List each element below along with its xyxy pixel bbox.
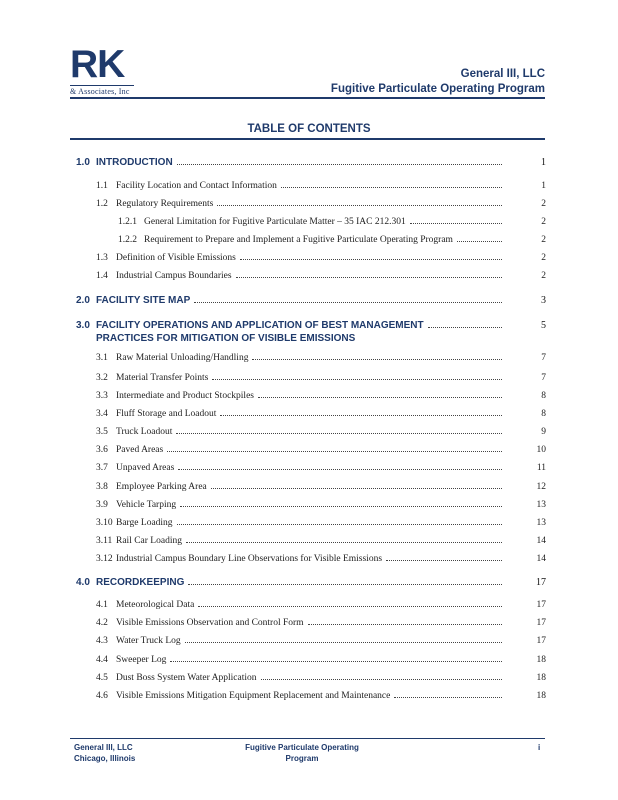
toc-entry-label: INTRODUCTION [96, 157, 173, 168]
toc-entry[interactable] [96, 554, 546, 564]
toc-entry[interactable] [76, 157, 546, 168]
toc-entry[interactable] [96, 271, 546, 281]
toc-entry-number: 4.1 [96, 600, 108, 610]
toc-leader-dots [176, 433, 502, 434]
toc-leader-dots [170, 661, 502, 662]
toc-entry[interactable] [96, 500, 546, 510]
toc-entry-number: 3.12 [96, 554, 113, 564]
toc-entry-page: 7 [541, 373, 546, 383]
toc-entry-page: 3 [541, 295, 546, 306]
toc-entry-label: Rail Car Loading [116, 536, 182, 546]
toc-entry-label: FACILITY SITE MAP [96, 295, 191, 306]
toc-entry-page: 17 [536, 636, 546, 646]
footer-center [230, 742, 374, 764]
toc-entry-number: 1.3 [96, 253, 108, 263]
toc-entry-number: 1.4 [96, 271, 108, 281]
toc-entry-page: 10 [536, 445, 546, 455]
toc-entry-number: 4.2 [96, 618, 108, 628]
header-program: Fugitive Particulate Operating Program [330, 83, 545, 95]
toc-entry-label: Regulatory Requirements [116, 199, 214, 209]
toc-entry-number: 1.2.1 [118, 217, 137, 227]
toc-entry-page: 18 [536, 655, 546, 665]
toc-entry-number: 2.0 [76, 295, 90, 306]
toc-entry-label: Visible Emissions Mitigation Equipment Replacement and Maintenance [116, 691, 391, 701]
toc-entry-page: 2 [541, 253, 546, 263]
toc-entry-page: 11 [536, 463, 546, 473]
toc-entry[interactable] [96, 463, 546, 473]
toc-entry-label: Unpaved Areas [116, 463, 175, 473]
toc-leader-dots [386, 560, 502, 561]
toc-entry-number: 1.2.2 [118, 235, 137, 245]
toc-entry[interactable] [96, 445, 546, 455]
logo-subtitle: & Associates, Inc [70, 85, 134, 96]
toc-entry-label: Vehicle Tarping [116, 500, 177, 510]
toc-entry-page: 2 [541, 235, 546, 245]
toc-entry[interactable] [96, 536, 546, 546]
toc-entry[interactable] [96, 600, 546, 610]
toc-entry[interactable] [96, 518, 546, 528]
toc-entry-number: 3.5 [96, 427, 108, 437]
toc-entry-label: Requirement to Prepare and Implement a Fugitive Particulate Operating Program [144, 235, 453, 245]
toc-entry[interactable] [96, 618, 546, 628]
toc-leader-dots [220, 415, 502, 416]
toc-entry-page: 1 [541, 181, 546, 191]
toc-entry-number: 4.6 [96, 691, 108, 701]
toc-entry-label: Truck Loadout [116, 427, 173, 437]
toc-leader-dots [308, 624, 502, 625]
toc-leader-dots [178, 469, 502, 470]
toc-entry-label: Fluff Storage and Loadout [116, 409, 217, 419]
toc-entry-number: 3.3 [96, 391, 108, 401]
toc-entry-page: 2 [541, 271, 546, 281]
toc-entry[interactable] [76, 295, 546, 306]
toc-entry[interactable] [118, 235, 546, 245]
toc-entry-number: 4.4 [96, 655, 108, 665]
toc-entry-number: 3.4 [96, 409, 108, 419]
toc-entry[interactable] [96, 409, 546, 419]
toc-leader-dots [185, 642, 502, 643]
toc-entry-label: Water Truck Log [116, 636, 181, 646]
toc-leader-dots [194, 302, 502, 303]
toc-entry-number: 3.10 [96, 518, 113, 528]
toc-leader-dots [410, 223, 502, 224]
toc-leader-dots [281, 187, 502, 188]
toc-entry-page: 18 [536, 691, 546, 701]
toc-title: TABLE OF CONTENTS [247, 123, 371, 135]
toc-entry-label: Raw Material Unloading/Handling [116, 353, 249, 363]
toc-entry[interactable] [96, 199, 546, 209]
toc-entry-number: 3.11 [96, 536, 113, 546]
toc-entry-number: 3.0 [76, 320, 90, 331]
toc-leader-dots [167, 451, 502, 452]
toc-entry[interactable] [96, 691, 546, 701]
logo-mark: RK [70, 43, 125, 86]
toc-leader-dots [177, 524, 502, 525]
footer-program-line2: Program [285, 754, 319, 763]
toc-entry-label: Material Transfer Points [116, 373, 209, 383]
toc-entry[interactable] [96, 253, 546, 263]
toc-entry-label: Industrial Campus Boundaries [116, 271, 232, 281]
toc-entry-label-continued: PRACTICES FOR MITIGATION OF VISIBLE EMISSIONS [96, 333, 356, 344]
toc-entry[interactable] [96, 673, 546, 683]
toc-entry-label: FACILITY OPERATIONS AND APPLICATION OF BEST MANAGEMENT [96, 320, 424, 331]
toc-entry-page: 5 [541, 320, 546, 331]
toc-entry-page: 17 [536, 618, 546, 628]
toc-entry-page: 14 [536, 554, 546, 564]
toc-entry[interactable] [96, 181, 546, 191]
toc-entry[interactable] [96, 391, 546, 401]
toc-entry-page: 1 [541, 157, 546, 168]
footer-page-number: i [538, 743, 541, 752]
toc-leader-dots [236, 277, 502, 278]
toc-leader-dots [252, 359, 502, 360]
toc-leader-dots [211, 488, 502, 489]
toc-entry-page: 8 [541, 391, 546, 401]
toc-entry-number: 1.2 [96, 199, 108, 209]
toc-leader-dots [394, 697, 502, 698]
toc-leader-dots [180, 506, 502, 507]
toc-entry-page: 7 [541, 353, 546, 363]
toc-leader-dots [177, 164, 502, 165]
toc-leader-dots [240, 259, 502, 260]
toc-entry-number: 1.0 [76, 157, 90, 168]
header-company: General III, LLC [460, 68, 545, 80]
toc-entry-label: Meteorological Data [116, 600, 195, 610]
toc-entry-label: Intermediate and Product Stockpiles [116, 391, 254, 401]
toc-entry-page: 13 [536, 500, 546, 510]
toc-leader-dots [217, 205, 502, 206]
toc-entry-number: 3.9 [96, 500, 108, 510]
toc-leader-dots [198, 606, 502, 607]
toc-entry-label: Definition of Visible Emissions [116, 253, 236, 263]
toc-entry[interactable] [76, 320, 546, 331]
toc-entry-page: 9 [541, 427, 546, 437]
toc-entry-number: 3.1 [96, 353, 108, 363]
toc-entry-label: Paved Areas [116, 445, 164, 455]
footer-location: Chicago, Illinois [74, 754, 136, 763]
toc-entry-label: Visible Emissions Observation and Control Form [116, 618, 304, 628]
toc-entry-number: 4.3 [96, 636, 108, 646]
toc-entry-number: 3.7 [96, 463, 108, 473]
toc-leader-dots [258, 397, 502, 398]
footer-program-line1: Fugitive Particulate Operating [245, 743, 359, 752]
toc-entry-label: General Limitation for Fugitive Particulate Matter – 35 IAC 212.301 [144, 217, 406, 227]
toc-entry-number: 1.1 [96, 181, 108, 191]
toc-entry[interactable] [96, 655, 546, 665]
footer-left [74, 742, 135, 764]
toc-entry-number: 4.0 [76, 577, 90, 588]
toc-entry-number: 4.5 [96, 673, 108, 683]
toc-entry[interactable] [118, 217, 546, 227]
toc-entry-label: Facility Location and Contact Information [116, 181, 277, 191]
toc-entry-page: 13 [536, 518, 546, 528]
toc-entry-label: Employee Parking Area [116, 482, 207, 492]
toc-entry-label: RECORDKEEPING [96, 577, 185, 588]
toc-entry-page: 12 [536, 482, 546, 492]
toc-entry-page: 8 [541, 409, 546, 419]
footer-divider [70, 738, 545, 739]
toc-entry[interactable] [96, 373, 546, 383]
toc-entry-page: 17 [536, 600, 546, 610]
toc-entry-page: 17 [536, 577, 546, 588]
toc-leader-dots [428, 327, 502, 328]
toc-entry-page: 2 [541, 199, 546, 209]
toc-entry[interactable] [96, 636, 546, 646]
toc-entry-number: 3.6 [96, 445, 108, 455]
toc-entry-page: 18 [536, 673, 546, 683]
toc-entry-label: Dust Boss System Water Application [116, 673, 257, 683]
toc-entry[interactable] [96, 353, 546, 363]
toc-entry-page: 14 [536, 536, 546, 546]
toc-entry-label: Sweeper Log [116, 655, 167, 665]
toc-entry-page: 2 [541, 217, 546, 227]
toc-entry[interactable] [96, 427, 546, 437]
toc-leader-dots [212, 379, 502, 380]
toc-entry-number: 3.8 [96, 482, 108, 492]
toc-entry-label: Industrial Campus Boundary Line Observations for Visible Emissions [116, 554, 383, 564]
toc-leader-dots [186, 542, 502, 543]
toc-entry-label: Barge Loading [116, 518, 173, 528]
toc-leader-dots [261, 679, 502, 680]
toc-leader-dots [457, 241, 502, 242]
toc-entry[interactable] [76, 577, 546, 588]
toc-entry-number: 3.2 [96, 373, 108, 383]
toc-leader-dots [188, 584, 502, 585]
toc-entry[interactable] [96, 482, 546, 492]
footer-company: General III, LLC [74, 743, 133, 752]
